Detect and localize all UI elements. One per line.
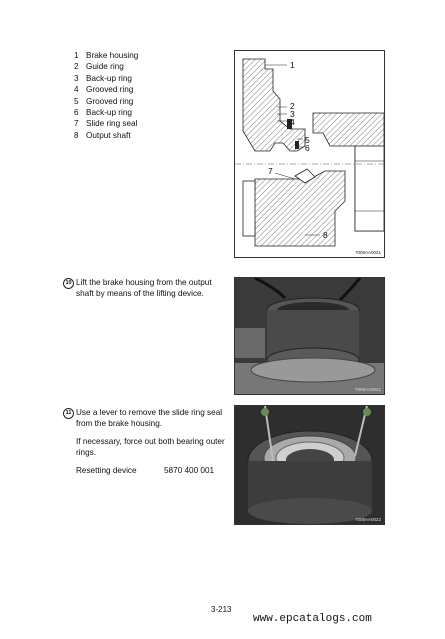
- part-label: Output shaft: [86, 130, 131, 140]
- callout-label: 2: [290, 101, 295, 111]
- part-label: Guide ring: [86, 62, 124, 72]
- photo-illustration: [235, 406, 384, 524]
- step-text-line: Lift the brake housing from the output: [76, 278, 212, 287]
- step-text-line: shaft by means of the lifting device.: [76, 289, 204, 299]
- callout-label: 1: [290, 60, 295, 70]
- parts-list-item: [74, 61, 138, 72]
- part-number: 7: [74, 119, 79, 129]
- part-number: 8: [74, 130, 79, 140]
- step-note-line: rings.: [76, 448, 97, 458]
- parts-list-item: [74, 130, 138, 141]
- callout-label: 3: [290, 109, 295, 119]
- callout-label: 6: [305, 143, 310, 153]
- parts-list: [74, 50, 138, 141]
- page-number: 3-213: [211, 605, 232, 614]
- step-2-text: [76, 407, 226, 476]
- step-text-line: from the brake housing.: [76, 419, 163, 429]
- part-label: Back-up ring: [86, 108, 132, 118]
- parts-list-item: [74, 96, 138, 107]
- figure-code: 7008AA0021: [354, 250, 381, 255]
- callout-label: 7: [268, 166, 273, 176]
- part-label: Grooved ring: [86, 85, 134, 95]
- sectional-drawing: [235, 51, 384, 257]
- sectional-drawing-figure: [234, 50, 385, 258]
- slide-ring-seal-removal-photo: [234, 405, 385, 525]
- part-number: 2: [74, 62, 79, 72]
- callout-label: 4: [290, 117, 295, 127]
- part-number: 4: [74, 85, 79, 95]
- parts-list-item: [74, 84, 138, 95]
- figure-code: 7008AA0022: [354, 517, 381, 522]
- parts-list-item: [74, 107, 138, 118]
- part-label: Grooved ring: [86, 96, 134, 106]
- part-number: 5: [74, 96, 79, 106]
- tool-row: [76, 465, 226, 476]
- callout-label: 8: [323, 230, 328, 240]
- parts-list-item: [74, 73, 138, 84]
- step-note-line: If necessary, force out both bearing outer: [76, 436, 225, 446]
- step-1-text: [76, 277, 212, 300]
- figure-code: 7008AA0021: [354, 387, 381, 392]
- callout-label: 5: [305, 135, 310, 145]
- part-label: Slide ring seal: [86, 119, 138, 129]
- step-number-badge: 11: [63, 408, 74, 419]
- website-watermark[interactable]: www.epcatalogs.com: [253, 613, 372, 625]
- step-number-badge: 10: [63, 278, 74, 289]
- photo-illustration: [235, 278, 384, 394]
- step-text-line: Use a lever to remove the slide ring seal: [76, 408, 223, 417]
- part-label: Brake housing: [86, 51, 139, 60]
- part-number: 3: [74, 73, 79, 83]
- tool-label: Resetting device: [76, 465, 137, 475]
- part-number: 1: [74, 51, 79, 60]
- parts-list-item: [74, 118, 138, 129]
- tool-number: 5870 400 001: [164, 465, 215, 475]
- parts-list-item: [74, 50, 138, 61]
- part-label: Back-up ring: [86, 73, 132, 83]
- brake-housing-lift-photo: [234, 277, 385, 395]
- part-number: 6: [74, 108, 79, 118]
